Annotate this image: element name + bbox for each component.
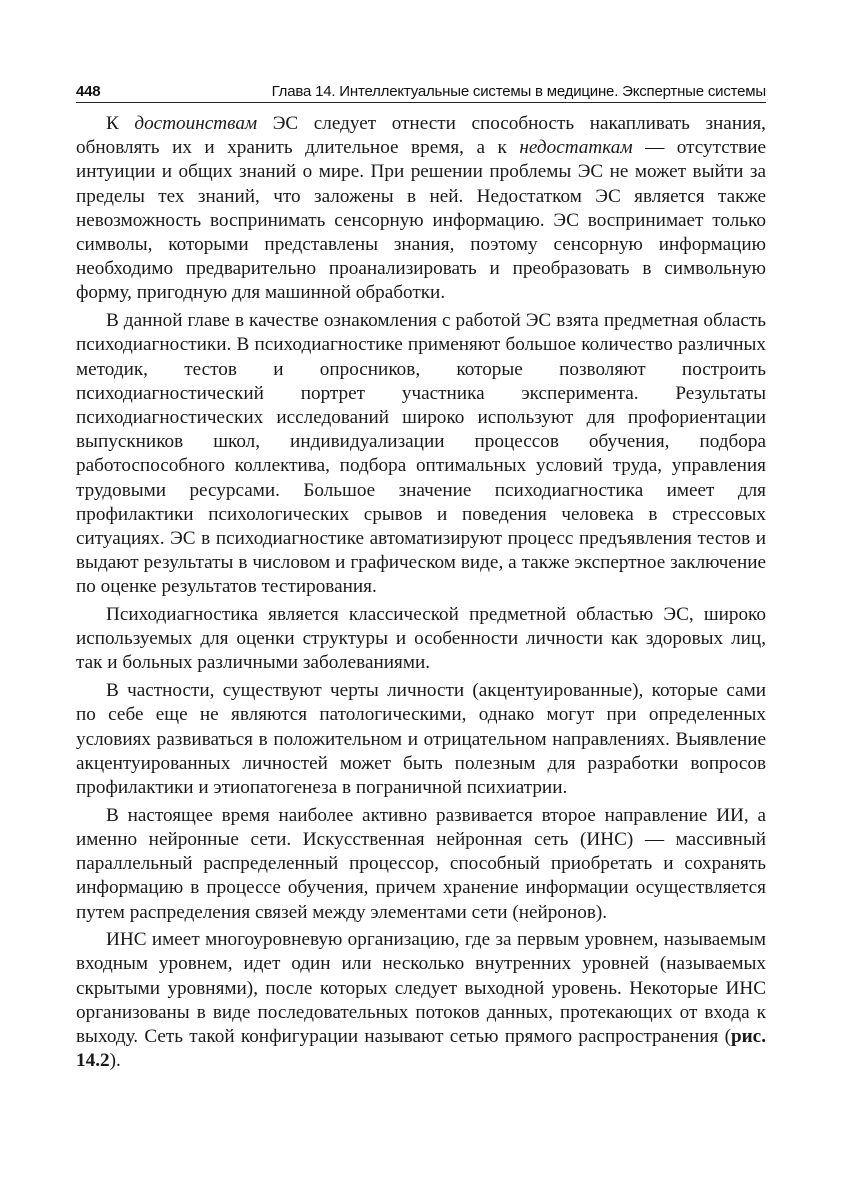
emphasis-advantages: достоинствам [134,113,258,134]
header-rule [76,102,766,103]
body-text [76,112,766,1077]
chapter-title: Глава 14. Интеллектуальные системы в медицине. Экспертные системы [271,83,766,100]
emphasis-disadvantages: недостаткам [519,137,633,159]
paragraph-1-text-a: К [106,113,135,134]
paragraph-6-text-a: ИНС имеет многоуровневую организацию, где за первым уровнем, называемым входным уровнем, идет один или несколько внутренних уровней (называемых скрытыми уровнями), после которых следует выходной уровень. Некоторые ИНС организованы в виде последовательных потоков данных, протекающих от входа к выходу. Сеть такой конфигурации называют сетью прямого распространения ( [76,929,766,1048]
paragraph-1 [76,112,766,306]
paragraph-6-text-b: ). [109,1050,121,1072]
paragraph-3: Психодиагностика является классической предметной областью ЭС, широко используемых для оценки структуры и особенности личности как здоровых лиц, так и больных различными заболеваниями. [76,604,766,674]
paragraph-6 [76,928,766,1073]
paragraph-1-text-b: ЭС следует отнести способность накапливать знания, обновлять их и хранить длительное время, а к [76,113,766,159]
paragraph-1-text-c: — отсутствие интуиции и общих знаний о мире. При решении проблемы ЭС не может выйти за пределы тех знаний, что заложены в ней. Недостатком ЭС является также невозможность воспринимать сенсорную информацию. ЭС воспринимает только символы, которыми представлены знания, поэтому сенсорную информацию необходимо предварительно проанализировать и преобразовать в символьную форму, пригодную для машинной обработки. [76,137,766,304]
figure-reference: рис. 14.2 [76,1026,766,1072]
paragraph-5: В настоящее время наиболее активно развивается второе направление ИИ, а именно нейронные сети. Искусственная нейронная сеть (ИНС) — массивный параллельный распределенный процессор, способный приобретать и сохранять информацию в процессе обучения, причем хранение информации осуществляется путем распределения связей между элементами сети (нейронов). [76,804,766,923]
paragraph-2: В данной главе в качестве ознакомления с работой ЭС взята предметная область психодиагностики. В психодиагностике применяют большое количество различных методик, тестов и опросников, которые позволяют построить психодиагностический портрет участника эксперимента. Результаты психодиагностических исследований широко используют для профориентации выпускников школ, индивидуализации процессов обучения, подбора работоспособного коллектива, подбора оптимальных условий труда, управления трудовыми ресурсами. Большое значение психодиагностика имеет для профилактики психологических срывов и поведения человека в стрессовых ситуациях. ЭС в психодиагностике автоматизируют процесс предъявления тестов и выдают результаты в числовом и графическом виде, а также экспертное заключение по оценке результатов тестирования. [76,310,766,598]
paragraph-4: В частности, существуют черты личности (акцентуированные), которые сами по себе еще не являются патологическими, однако могут при определенных условиях развиваться в положительном и отрицательном направлениях. Выявление акцентуированных личностей может быть полезным для разработки вопросов профилактики и этиопатогенеза в пограничной психиатрии. [76,680,766,798]
page-number: 448 [76,83,101,100]
running-head [76,74,766,100]
